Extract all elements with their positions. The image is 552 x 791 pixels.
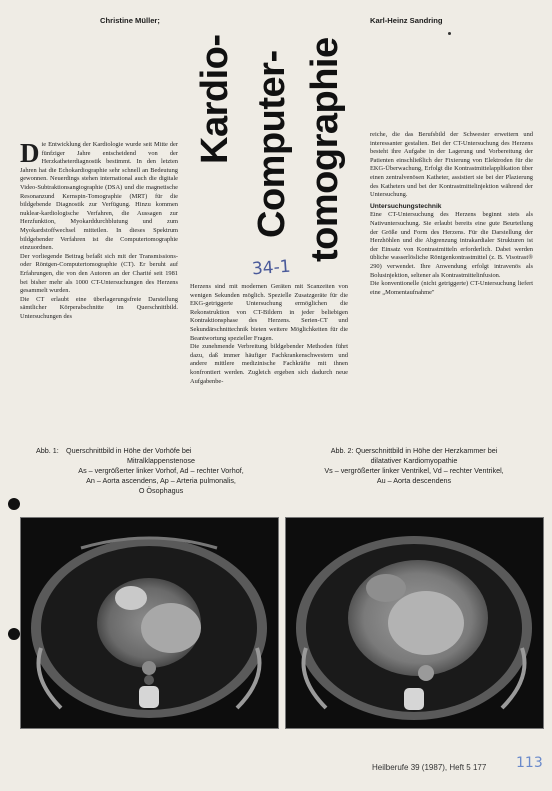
text-column-2 (190, 283, 348, 433)
caption-line: As – vergrößerter linker Vorhof, Ad – rechter Vorhof, (78, 466, 244, 475)
title-line-1: Kardio- (194, 34, 236, 164)
caption-line: Vs – vergrößerter linker Ventrikel, Vd – rechter Ventrikel, (324, 466, 504, 475)
caption-line: Au – Aorta descendens (376, 476, 452, 485)
caption-line: An – Aorta ascendens, Ap – Arteria pulmonalis, (86, 476, 236, 485)
caption-line: dilatativer Kardiomyopathie (370, 456, 458, 465)
caption-line: Abb. 2: Querschnittbild in Höhe der Herzkammer bei (330, 446, 498, 455)
paragraph: ie Entwicklung der Kardiologie wurde seit Mitte der fünfziger Jahre entscheidend von der Herzkatheterdiagnostik bestimmt. In den letzten Jahren hat die Echokardiographie sehr schnell an Bedeutung gewonnen. Neuerdings stehen international auch die digitale Video-Subtraktionsangiographie (DSA) und die magnetische Resonanzund Kernspin-Tomographie (MRT) für die bildgebende Diagnostik zur Verfügung. Hinzu kommen nuklear-kardiologische Verfahren, die Aussagen zur Herzfunktion, Myokarddurchblutung und zum Myokardstoffwechsel mitteilen. In dieses Spektrum bildgebender Verfahren ist die Computertomographie einzuordnen. (20, 141, 178, 252)
text-column-1 (20, 141, 178, 431)
paragraph: Eine CT-Untersuchung des Herzens beginnt stets als Nativuntersuchung. Sie erlaubt bereits eine gute Beurteilung der Größe und Form des Herzens. Für die Darstellung der Herzhöhlen und die Abgrenzung intrakardialer Strukturen ist der Einsatz von Kontrastmitteln erforderlich. Dabei werden übliche wasserlösliche Röntgenkontrastmittel (z. B. Visotrast® 290) verwendet. Ihre Anwendung erfolgt intravenös als Bolusinjektion, seltener als Kontrastmittelinfusion. (370, 211, 533, 279)
paragraph: Die konventionelle (nicht getriggerte) CT-Untersuchung liefert eine „Momentaufnahme" (370, 280, 533, 296)
punch-hole (8, 628, 20, 640)
paragraph: Der vorliegende Beitrag befaßt sich mit der Transmissions- oder Röntgen-Computertomographie (CT). Er beruht auf Erfahrungen, die von den Autoren an der Charité seit 1981 bei bisher mehr als 1000 CT-Untersuchungen des Herzens gesammelt wurden. (20, 252, 178, 295)
handwritten-note: 34-1 (251, 256, 292, 280)
author-right: Karl-Heinz Sandring (370, 16, 443, 25)
page-footer: Heilberufe 39 (1987), Heft 5 177 (372, 763, 487, 772)
caption-line: Mitralklappenstenose (127, 456, 195, 465)
caption-line: O Ösophagus (138, 486, 184, 495)
paragraph: Herzens sind mit modernen Geräten mit Scanzeiten von wenigen Sekunden möglich. Spezielle Zusatzgeräte für die EKG-getriggerte Untersuchung ermöglichen die Rekonstruktion von CT-Bildern in jeder beliebigen Kontraktionsphase des Herzens. Serien-CT und Sekundärschnittechnik bieten weitere Möglichkeiten für die Beantwortung spezieller Fragen. (190, 283, 348, 342)
ct-scan-image-2 (285, 517, 544, 729)
figure-2-caption (289, 446, 539, 486)
paragraph: reiche, die das Berufsbild der Schwester erweitern und interessanter gestalten. Bei der CT-Untersuchung des Herzens besteht ihre Aufgabe in der Lagerung und Vorbereitung der Patienten einschließlich der Fixierung von Elektroden für die EKG-Überwachung, Erfolgt die Kontrastmittelapplikation über einen zentralvenösen Katheter, assistiert sie bei der Plazierung des Katheters und bei der Kontrastmittelinjektion während der Untersuchung. (370, 131, 533, 199)
drop-cap: D (20, 141, 40, 168)
caption-line: Querschnittbild in Höhe der Vorhöfe bei (66, 446, 192, 455)
handwritten-page-mark: 113 (516, 755, 543, 771)
punch-hole (8, 498, 20, 510)
paragraph: Die CT erlaubt eine überlagerungsfreie Darstellung sämtlicher Körperabschnitte im Querschnittbild. Untersuchungen des (20, 295, 178, 320)
paragraph: Die zunehmende Verbreitung bildgebender Methoden führt dazu, daß immer häufiger Fachkrankenschwestern und andere mittlere medizinische Fachkräfte mit ihnen konfrontiert werden. Zugleich ergeben sich dadurch neue Aufgabenbe- (190, 343, 348, 385)
section-heading: Untersuchungstechnik (370, 202, 442, 210)
title-line-2: Computer- (251, 50, 293, 238)
ct-scan-image-1 (20, 517, 279, 729)
figure-label: Abb. 1: (36, 446, 59, 455)
speck (448, 32, 451, 35)
text-column-3 (370, 131, 533, 434)
title-line-3: tomographie (304, 37, 346, 262)
author-left: Christine Müller; (100, 16, 160, 25)
figure-1-caption (36, 446, 286, 496)
